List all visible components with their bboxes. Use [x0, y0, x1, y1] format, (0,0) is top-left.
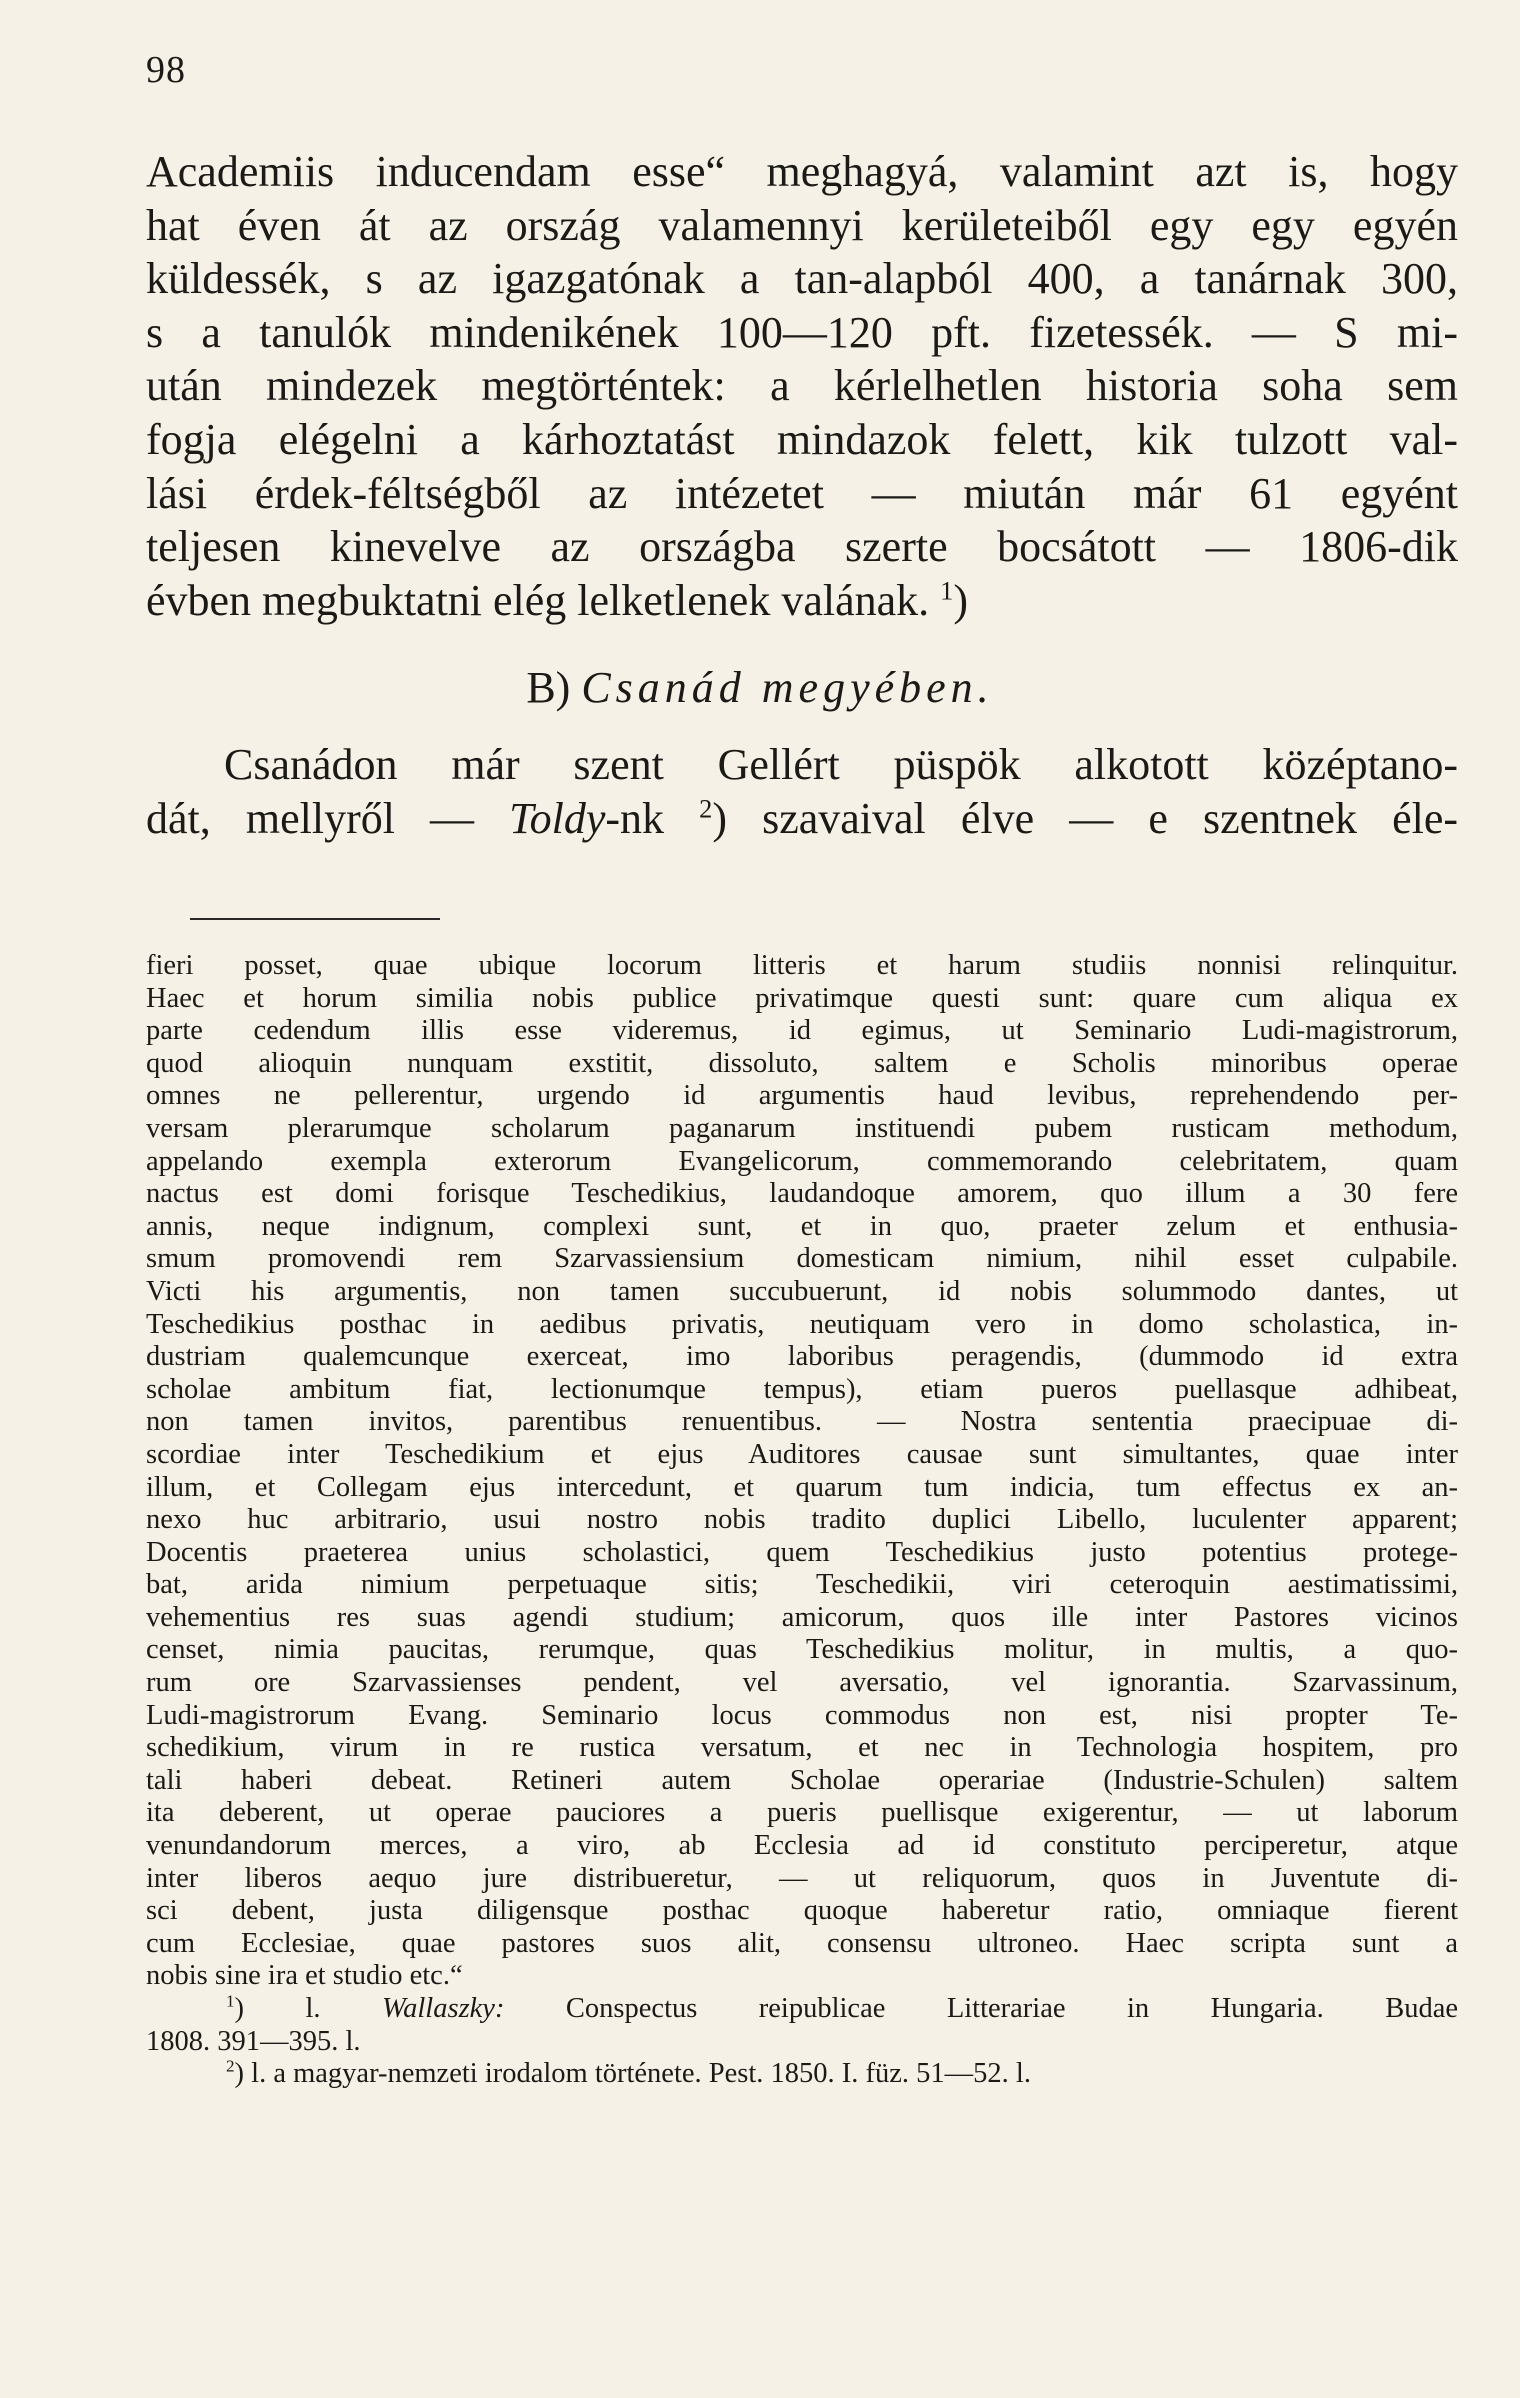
page-number: 98: [146, 49, 186, 91]
footnote-line: nactus est domi forisque Teschedikius, laudandoque amorem, quo illum a 30 fere: [146, 1178, 1458, 1210]
heading-title: Csanád megyében.: [581, 663, 994, 712]
footnote-line: vehementius res suas agendi studium; amicorum, quos ille inter Pastores vicinos: [146, 1601, 1458, 1633]
footnote-line: versam plerarumque scholarum paganarum instituendi pubem rusticam methodum,: [146, 1112, 1458, 1144]
section-heading: [0, 662, 1520, 713]
footnote-divider: [190, 918, 440, 920]
main-line: s a tanulók mindenikének 100—120 pft. fizetessék. — S mi-: [146, 307, 1458, 357]
footnote-line: omnes ne pellerentur, urgendo id argumentis haud levibus, reprehendendo per-: [146, 1080, 1458, 1112]
footnote-line: venundandorum merces, a viro, ab Ecclesia ad id constituto perciperetur, atque: [146, 1830, 1458, 1862]
main-text: [146, 145, 1458, 627]
footnote-ref-1: 1: [940, 575, 954, 606]
reference-1-cont: 1808. 391—395. l.: [146, 2025, 361, 2057]
footnote-line: rum ore Szarvassienses pendent, vel aversatio, vel ignorantia. Szarvassinum,: [146, 1667, 1458, 1699]
footnote-line: quod alioquin nunquam exstitit, dissoluto, saltem e Scholis minoribus operae: [146, 1047, 1458, 1079]
footnote-line: Ludi-magistrorum Evang. Seminario locus commodus non est, nisi propter Te-: [146, 1699, 1458, 1731]
footnote-line: scordiae inter Teschedikium et ejus Auditores causae sunt simultantes, quae inter: [146, 1438, 1458, 1470]
footnote-line: inter liberos aequo jure distribueretur, — ut reliquorum, quos in Juventute di-: [146, 1862, 1458, 1894]
para-text: -nk: [605, 794, 665, 843]
para-line-2: [146, 792, 1458, 846]
footnotes: [146, 950, 1458, 2091]
para-text: dát, mellyről —: [146, 794, 475, 843]
footnote-line: annis, neque indignum, complexi sunt, et in quo, praeter zelum et enthusia-: [146, 1210, 1458, 1242]
footnote-line: sci debent, justa diligensque posthac quoque haberetur ratio, omniaque fierent: [146, 1895, 1458, 1927]
heading-prefix: B): [526, 663, 571, 712]
footnote-line: cum Ecclesiae, quae pastores suos alit, consensu ultroneo. Haec scripta sunt a: [146, 1927, 1458, 1959]
ref-text: ) l. a magyar-nemzeti irodalom története. Pest. 1850. I. füz. 51—52. l.: [234, 2058, 1031, 2090]
footnote-line: dustriam qualemcunque exerceat, imo laboribus peragendis, (dummodo id extra: [146, 1341, 1458, 1373]
main-line: évben megbuktatni elég lelketlenek valának.: [146, 575, 930, 625]
footnote-line: censet, nimia paucitas, rerumque, quas Teschedikius molitur, in multis, a quo-: [146, 1634, 1458, 1666]
main-line: hat éven át az ország valamennyi kerületeiből egy egy egyén: [146, 200, 1458, 250]
author-name: Toldy: [509, 794, 606, 843]
footnote-line: Victi his argumentis, non tamen succubuerunt, id nobis solummodo dantes, ut: [146, 1275, 1458, 1307]
footnote-line: bat, arida nimium perpetuaque sitis; Teschedikii, viri ceteroquin aestimatissimi,: [146, 1569, 1458, 1601]
footnote-line: Docentis praeterea unius scholastici, quem Teschedikius justo potentius protege-: [146, 1536, 1458, 1568]
footnote-line: Haec et horum similia nobis publice privatimque questi sunt: quare cum aliqua ex: [146, 982, 1458, 1014]
main-line: után mindezek megtörténtek: a kérlelhetlen historia soha sem: [146, 361, 1458, 411]
ref-author: Wallaszky:: [382, 1993, 505, 2024]
footnote-line: fieri posset, quae ubique locorum litteris et harum studiis nonnisi relinquitur.: [146, 950, 1458, 981]
ref-mark: 2: [226, 2056, 235, 2076]
footnote-line: illum, et Collegam ejus intercedunt, et quarum tum indicia, tum effectus ex an-: [146, 1471, 1458, 1503]
main-line: teljesen kinevelve az országba szerte bocsátott — 1806-dik: [146, 522, 1458, 572]
reference-1: [146, 1993, 1458, 2026]
footnote-line: non tamen invitos, parentibus renuentibus. — Nostra sententia praecipuae di-: [146, 1406, 1458, 1438]
footnote-line: smum promovendi rem Szarvassiensium domesticam nimium, nihil esset culpabile.: [146, 1243, 1458, 1275]
footnote-line: Teschedikius posthac in aedibus privatis, neutiquam vero in domo scholastica, in-: [146, 1308, 1458, 1340]
footnote-line: ita deberent, ut operae pauciores a pueris puellisque exigerentur, — ut laborum: [146, 1797, 1458, 1829]
main-line: küldessék, s az igazgatónak a tan-alapból 400, a tanárnak 300,: [146, 254, 1458, 304]
footnote-line: nobis sine ira et studio etc.“: [146, 1960, 463, 1992]
main-line: Academiis inducendam esse“ meghagyá, valamint azt is, hogy: [146, 147, 1458, 196]
footnote-line: schedikium, virum in re rustica versatum, et nec in Technologia hospitem, pro: [146, 1732, 1458, 1764]
main-line: lási érdek-féltségből az intézetet — miután már 61 egyént: [146, 468, 1458, 518]
ref-prefix: ) l.: [234, 1993, 321, 2024]
main-line: fogja elégelni a kárhoztatást mindazok felett, kik tulzott val-: [146, 414, 1458, 464]
footnote-line: appelando exempla exterorum Evangelicorum, commemorando celebritatem, quam: [146, 1145, 1458, 1177]
footnote-line: scholae ambitum fiat, lectionumque tempus), etiam pueros puellasque adhibeat,: [146, 1373, 1458, 1405]
ref-text: Conspectus reipublicae Litterariae in Hungaria. Budae: [565, 1993, 1459, 2024]
footnote-line: parte cedendum illis esse videremus, id egimus, ut Seminario Ludi-magistrorum,: [146, 1015, 1458, 1047]
footnote-line: nexo huc arbitrario, usui nostro nobis tradito duplici Libello, luculenter apparent;: [146, 1504, 1458, 1536]
main-line-last: évben megbuktatni elég lelketlenek valának. $^1$): [146, 575, 968, 625]
footnote-line: tali haberi debeat. Retineri autem Scholae operariae (Industrie-Schulen) saltem: [146, 1764, 1458, 1796]
reference-2: [146, 2058, 1458, 2091]
footnote-ref-2: 2: [699, 793, 713, 824]
ref-mark: 1: [226, 1991, 235, 2011]
para-text: ) szavaival élve — e szentnek éle-: [712, 794, 1459, 843]
para-line: Csanádon már szent Gellért püspök alkotott középtano-: [224, 740, 1458, 789]
section-paragraph: [146, 738, 1458, 846]
